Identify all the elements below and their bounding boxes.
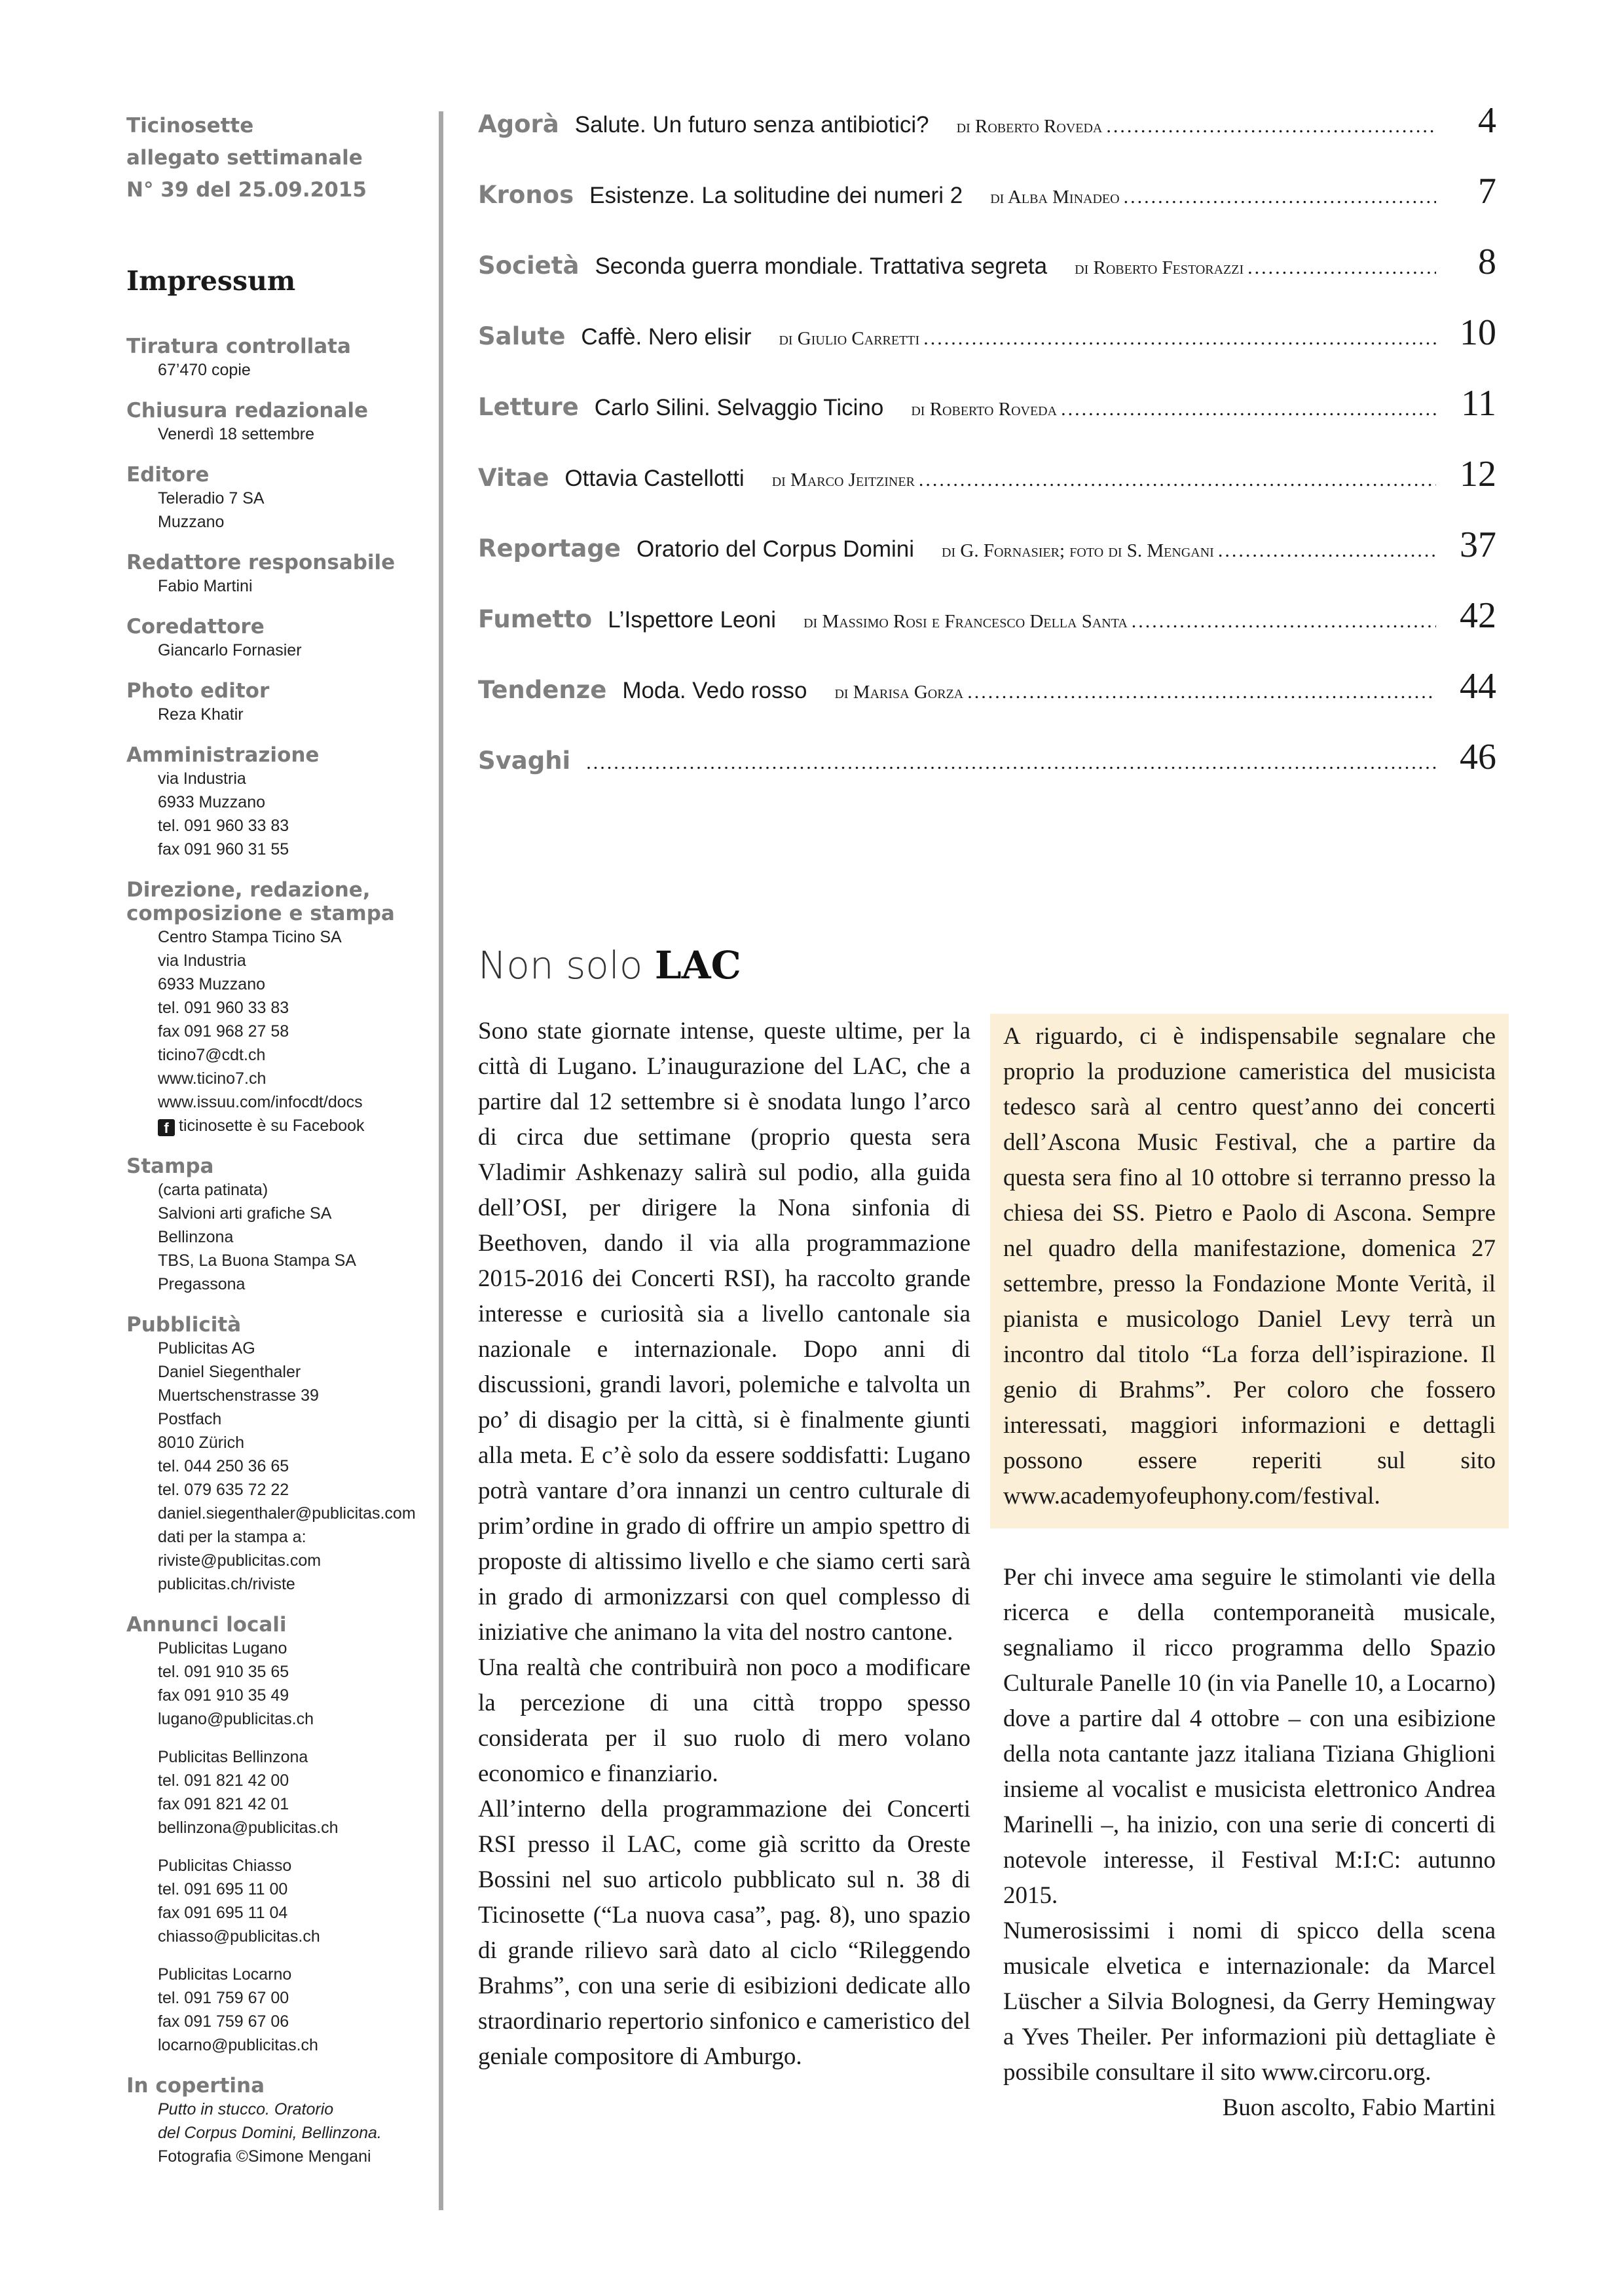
issue-info: [126, 110, 434, 206]
article-title: [478, 943, 741, 988]
impressum-line: fax 091 910 35 49: [158, 1686, 289, 1705]
impressum-line: Centro Stampa Ticino SA: [158, 928, 342, 946]
toc-leader-dots: [1061, 398, 1436, 420]
impressum-line: Venerdì 18 settembre: [158, 425, 315, 443]
impressum-line: www.issuu.com/infocdt/docs: [158, 1093, 363, 1111]
toc-row: [478, 170, 1496, 241]
toc-category: Vitae: [478, 464, 549, 492]
toc-category: Società: [478, 251, 580, 280]
impressum-line: Putto in stucco. Oratorio: [158, 2100, 334, 2118]
impressum-section-title: Editore: [126, 463, 210, 487]
impressum-line: fax 091 960 31 55: [158, 840, 289, 859]
toc-row: [478, 100, 1496, 170]
article-paragraph: All’interno della programmazione dei Concerti RSI presso il LAC, come già scritto da Oreste Bossini nel suo articolo pubblicato sul n. 38 di Ticinosette (“La nuova casa”, pag. 8), uno spazio di grande rilievo sarà dato al ciclo “Rileggendo Brahms”, con una serie di esibizioni dedicate allo straordinario repertorio sinfonico e cameristico del geniale compositore di Amburgo.: [478, 1796, 970, 2070]
facebook-line: [126, 1114, 434, 1138]
impressum-section: [126, 1613, 434, 2057]
toc-page-number: 37: [1460, 525, 1496, 565]
toc-author: di Roberto Roveda: [911, 399, 1058, 420]
impressum-line: Muzzano: [158, 513, 225, 531]
impressum-line: ticino7@cdt.ch: [158, 1046, 266, 1064]
impressum-line: dati per la stampa a:: [158, 1528, 306, 1546]
toc-leader-dots: [1106, 115, 1436, 138]
toc-leader-dots: [586, 752, 1436, 774]
impressum-line: tel. 044 250 36 65: [158, 1457, 289, 1475]
impressum-line: Muertschenstrasse 39: [158, 1386, 319, 1405]
toc-row: [478, 241, 1496, 312]
impressum-line: Fabio Martini: [158, 577, 253, 595]
toc-title: Ottavia Castellotti: [564, 466, 745, 491]
issue-number: N° 39 del 25.09.2015: [126, 178, 367, 202]
toc-title: Esistenze. La solitudine dei numeri 2: [589, 183, 963, 208]
toc-title: Moda. Vedo rosso: [622, 678, 807, 703]
impressum-section: [126, 463, 434, 534]
toc-leader-dots: [1218, 540, 1436, 562]
impressum-section: [126, 335, 434, 382]
impressum-line: Fotografia ©Simone Mengani: [158, 2147, 371, 2166]
impressum-line: Publicitas Bellinzona: [158, 1748, 308, 1766]
facebook-icon: f: [158, 1119, 175, 1136]
toc-leader-dots: [1124, 186, 1436, 208]
impressum-line: www.ticino7.ch: [158, 1069, 267, 1088]
impressum-line: fax 091 695 11 04: [158, 1904, 288, 1922]
impressum-line: tel. 079 635 72 22: [158, 1481, 289, 1499]
impressum-line: del Corpus Domini, Bellinzona.: [158, 2124, 382, 2142]
toc-category: Reportage: [478, 534, 621, 563]
impressum-line: Salvioni arti grafiche SA: [158, 1204, 332, 1223]
impressum-section-title: composizione e stampa: [126, 902, 395, 925]
toc-author: di G. Fornasier; foto di S. Mengani: [942, 540, 1214, 561]
toc-page-number: 42: [1460, 595, 1496, 636]
toc-author: di Alba Minadeo: [990, 187, 1120, 208]
toc-row: [478, 736, 1496, 807]
highlight-box-text: A riguardo, ci è indispensabile segnalare che proprio la produzione cameristica del musicista tedesco sarà al centro quest’anno dei concerti dell’Ascona Music Festival, che a partire da questa sera fino al 10 ottobre si terranno presso la chiesa dei SS. Pietro e Paolo di Ascona. Sempre nel quadro della manifestazione, domenica 27 settembre, presso la Fondazione Monte Verità, il pianista e musicologo Daniel Levy terrà un incontro dal titolo “La forza dell’ispirazione. Il genio di Brahms”. Per coloro che fossero interessati, maggiori informazioni e dettagli possono essere reperiti sul sito www.academyofeuphony.com/festival.: [1003, 1023, 1496, 1509]
impressum-list: [126, 335, 434, 2168]
toc-category: Svaghi: [478, 747, 571, 775]
toc-title: Carlo Silini. Selvaggio Ticino: [594, 395, 884, 420]
facebook-label: ticinosette è su Facebook: [179, 1117, 365, 1135]
toc-page-number: 8: [1478, 242, 1496, 282]
toc-leader-dots: [967, 681, 1436, 703]
impressum-line: tel. 091 910 35 65: [158, 1663, 289, 1681]
impressum-line: via Industria: [158, 769, 246, 788]
toc-row: [478, 453, 1496, 524]
impressum-line: tel. 091 695 11 00: [158, 1880, 288, 1898]
spacer: [126, 1840, 434, 1854]
toc-row: [478, 595, 1496, 665]
impressum-line: via Industria: [158, 952, 246, 970]
impressum-line: 6933 Muzzano: [158, 975, 266, 993]
article-title-bold: LAC: [654, 943, 741, 988]
impressum-line: tel. 091 960 33 83: [158, 817, 289, 835]
toc-title: Caffè. Nero elisir: [581, 324, 752, 350]
impressum-section: [126, 878, 434, 1138]
impressum-section-title: Photo editor: [126, 679, 270, 703]
toc-page-number: 10: [1460, 312, 1496, 353]
toc-leader-dots: [1132, 610, 1436, 633]
impressum-section: [126, 1313, 434, 1596]
impressum-section-title: In copertina: [126, 2074, 265, 2098]
spacer: [126, 1948, 434, 1963]
article-title-light: Non solo: [478, 943, 655, 988]
impressum-line: 6933 Muzzano: [158, 793, 266, 811]
toc-page-number: 46: [1460, 737, 1496, 777]
impressum-section: [126, 2074, 434, 2168]
toc-row: [478, 665, 1496, 736]
toc-row: [478, 382, 1496, 453]
toc-title: L’Ispettore Leoni: [608, 607, 777, 633]
impressum-heading: Impressum: [126, 265, 296, 297]
toc-page-number: 11: [1461, 383, 1496, 424]
impressum-section: [126, 615, 434, 662]
toc-author: di Roberto Roveda: [956, 116, 1103, 137]
impressum-line: tel. 091 960 33 83: [158, 999, 289, 1017]
impressum-line: Bellinzona: [158, 1228, 234, 1246]
toc-author: di Marisa Gorza: [834, 682, 964, 703]
impressum-line: Giancarlo Fornasier: [158, 641, 302, 659]
toc-author: di Massimo Rosi e Francesco Della Santa: [803, 611, 1128, 632]
toc-leader-dots: [919, 469, 1436, 491]
impressum-line: fax 091 821 42 01: [158, 1795, 289, 1813]
impressum-line: fax 091 968 27 58: [158, 1022, 289, 1041]
impressum-section: [126, 743, 434, 861]
impressum-line: tel. 091 759 67 00: [158, 1989, 289, 2007]
toc-category: Agorà: [478, 110, 559, 138]
impressum-section-title: Tiratura controllata: [126, 335, 351, 358]
impressum-section: [126, 399, 434, 446]
impressum-line: 8010 Zürich: [158, 1433, 245, 1452]
impressum-section-title: Stampa: [126, 1155, 214, 1178]
toc-leader-dots: [923, 327, 1436, 350]
toc-page-number: 44: [1460, 666, 1496, 707]
impressum-section-title: Direzione, redazione,: [126, 878, 371, 902]
impressum-section-title: Amministrazione: [126, 743, 320, 767]
article-paragraph: Per chi invece ama seguire le stimolanti vie della ricerca e della contemporaneità musicale, segnaliamo il ricco programma dello Spazio Culturale Panelle 10 (in via Panelle 10, a Locarno) dove a partire dal 4 ottobre – con una esibizione della nota cantante jazz italiana Tiziana Ghiglioni insieme al vocalist e musicista elettronico Andrea Marinelli –, ha inizio, con una serie di concerti di notevole interesse, il Festival M:I:C: autunno 2015.: [1003, 1564, 1496, 1909]
impressum-line: bellinzona@publicitas.ch: [158, 1819, 339, 1837]
toc-category: Fumetto: [478, 605, 593, 633]
issue-subtitle: allegato settimanale: [126, 146, 363, 170]
impressum-line: (carta patinata): [158, 1181, 268, 1199]
toc-author: di Roberto Festorazzi: [1075, 257, 1244, 278]
impressum-line: locarno@publicitas.ch: [158, 2036, 318, 2054]
toc-page-number: 7: [1478, 171, 1496, 212]
toc-title: Oratorio del Corpus Domini: [636, 536, 915, 562]
article-paragraph: Numerosissimi i nomi di spicco della scena musicale elvetica e internazionale: da Marcel Lüscher a Silvia Bolognesi, da Gerry Hemingway a Yves Theiler. Per informazioni più dettagliate è possibile consultare il sito www.circoru.org.: [1003, 1917, 1496, 2086]
toc-category: Salute: [478, 322, 566, 350]
toc-page-number: 4: [1478, 100, 1496, 141]
article-signature: Buon ascolto, Fabio Martini: [1222, 2094, 1496, 2121]
impressum-line: Publicitas AG: [158, 1339, 255, 1358]
toc-title: Seconda guerra mondiale. Trattativa segreta: [595, 253, 1048, 279]
impressum-line: Publicitas Locarno: [158, 1965, 292, 1984]
impressum-section: [126, 551, 434, 598]
impressum-line: Postfach: [158, 1410, 222, 1428]
toc-category: Letture: [478, 393, 579, 421]
impressum-line: 67’470 copie: [158, 361, 251, 379]
article-column-2: [1003, 1014, 1496, 2126]
impressum-line: Publicitas Lugano: [158, 1639, 287, 1657]
impressum-section-title: Pubblicità: [126, 1313, 242, 1337]
impressum-line: chiasso@publicitas.ch: [158, 1927, 320, 1946]
impressum-line: fax 091 759 67 06: [158, 2012, 289, 2031]
impressum-section: [126, 679, 434, 726]
toc-author: di Marco Jeitziner: [771, 470, 915, 490]
impressum-line: daniel.siegenthaler@publicitas.com: [158, 1504, 416, 1523]
toc-page-number: 12: [1460, 454, 1496, 494]
toc-row: [478, 524, 1496, 595]
toc-author: di Giulio Carretti: [779, 328, 920, 349]
vertical-divider: [439, 111, 443, 2210]
toc-leader-dots: [1247, 257, 1436, 279]
highlight-box: [990, 1014, 1509, 1528]
toc-row: [478, 312, 1496, 382]
impressum-section-title: Coredattore: [126, 615, 265, 638]
impressum-line: Teleradio 7 SA: [158, 489, 265, 508]
article-column-1: [478, 1014, 970, 2075]
impressum-line: riviste@publicitas.com: [158, 1551, 322, 1570]
impressum-line: Daniel Siegenthaler: [158, 1363, 301, 1381]
toc-category: Tendenze: [478, 676, 607, 704]
impressum-section-title: Annunci locali: [126, 1613, 287, 1637]
impressum-section-title: Redattore responsabile: [126, 551, 396, 574]
table-of-contents: [478, 100, 1496, 807]
impressum-line: tel. 091 821 42 00: [158, 1771, 289, 1790]
impressum-line: lugano@publicitas.ch: [158, 1710, 314, 1728]
impressum-section: [126, 1155, 434, 1296]
article-paragraph: Una realtà che contribuirà non poco a modificare la percezione di una città troppo spesso considerata per il suo ruolo di mero volano economico e finanziario.: [478, 1654, 970, 1787]
impressum-line: Pregassona: [158, 1275, 246, 1293]
impressum-line: TBS, La Buona Stampa SA: [158, 1251, 356, 1270]
impressum-line: Publicitas Chiasso: [158, 1857, 292, 1875]
impressum-line: Reza Khatir: [158, 705, 244, 724]
toc-title: Salute. Un futuro senza antibiotici?: [574, 112, 929, 138]
issue-title: Ticinosette: [126, 114, 254, 138]
impressum-section-title: Chiusura redazionale: [126, 399, 369, 422]
spacer: [126, 1731, 434, 1745]
toc-category: Kronos: [478, 181, 574, 209]
sidebar: [126, 110, 434, 2185]
article-paragraph: Sono state giornate intense, queste ultime, per la città di Lugano. L’inaugurazione del LAC, che a partire dal 12 settembre si è snodata lungo l’arco di circa due settimane (proprio questa sera Vladimir Ashkenazy salirà sul podio, alla guida dell’OSI, per dirigere la Nona sinfonia di Beethoven, dando il via alla programmazione 2015-2016 dei Concerti RSI), ha raccolto grande interesse e curiosità sia a livello cantonale sia nazionale e internazionale. Dopo anni di discussioni, grandi lavori, polemiche e talvolta un po’ di disagio per la città, si è finalmente giunti alla meta. E c’è solo da essere soddisfatti: Lugano potrà vantare d’ora innanzi un centro culturale di prim’ordine in grado di offrire un ampio spettro di proposte di altissimo livello e che siamo certi sarà in grado di armonizzarsi con quel complesso di iniziative che animano la vita del nostro cantone.: [478, 1018, 970, 1646]
impressum-line: publicitas.ch/riviste: [158, 1575, 295, 1593]
